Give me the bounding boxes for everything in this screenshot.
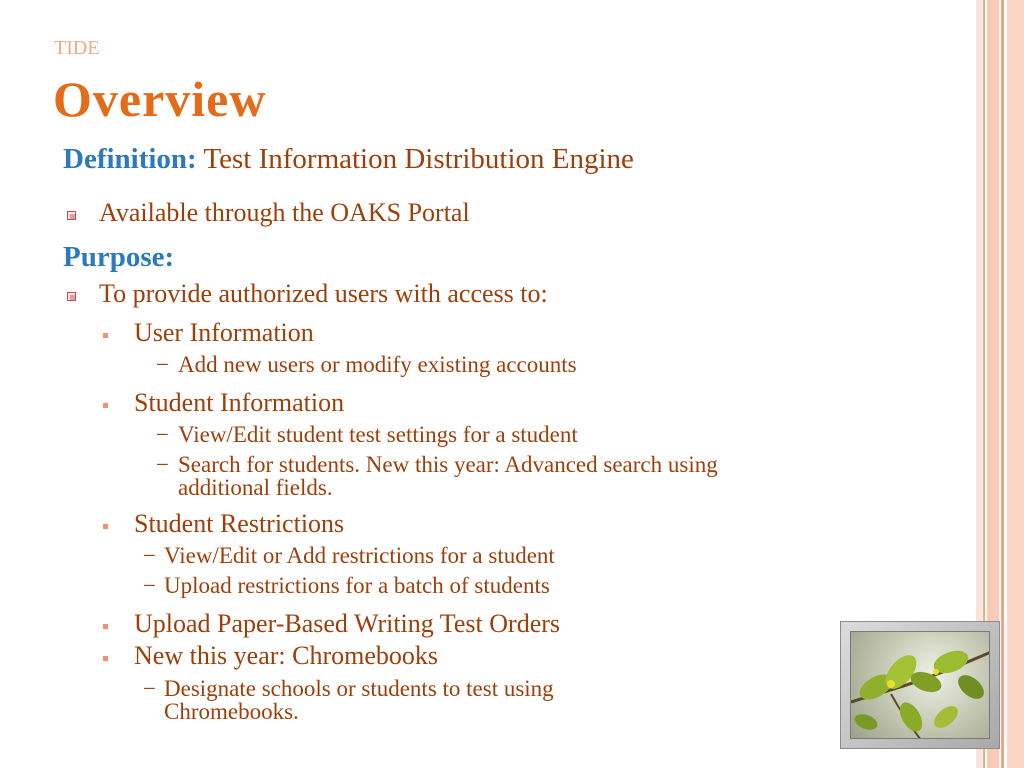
photo-frame	[840, 621, 1000, 749]
bullet-icon	[103, 333, 108, 338]
square-bullet-icon	[67, 292, 76, 301]
square-bullet-icon	[67, 211, 76, 220]
dash-icon: −	[143, 543, 156, 568]
section-item: Search for students. New this year: Advanced search using	[178, 452, 718, 477]
definition-line	[63, 143, 634, 176]
section-heading-student-restrictions: Student Restrictions	[134, 509, 345, 538]
section-item: Upload restrictions for a batch of students	[164, 573, 550, 598]
section-item-continuation: Chromebooks.	[164, 699, 299, 724]
purpose-bullet: To provide authorized users with access to:	[99, 279, 548, 308]
section-item: Add new users or modify existing accounts	[178, 352, 577, 377]
section-item: Designate schools or students to test using	[164, 676, 554, 701]
dash-icon: −	[156, 452, 169, 477]
dash-icon: −	[143, 676, 156, 701]
dash-icon: −	[156, 422, 169, 447]
section-item: View/Edit or Add restrictions for a student	[164, 543, 555, 568]
section-heading-upload-paper-based: Upload Paper-Based Writing Test Orders	[134, 609, 561, 638]
purpose-label: Purpose:	[63, 241, 175, 273]
section-heading-student-information: Student Information	[134, 388, 345, 417]
section-item-continuation: additional fields.	[178, 475, 333, 500]
dash-icon: −	[156, 352, 169, 377]
section-heading-chromebooks: New this year: Chromebooks	[134, 641, 439, 670]
slide-title: Overview	[53, 71, 267, 127]
oak-leaves-photo	[850, 631, 990, 739]
bullet-icon	[103, 624, 108, 629]
definition-text: Test Information Distribution Engine	[196, 143, 634, 175]
section-heading-user-information: User Information	[134, 318, 314, 347]
dash-icon: −	[143, 573, 156, 598]
bullet-icon	[103, 524, 108, 529]
bullet-icon	[103, 403, 108, 408]
section-item: View/Edit student test settings for a student	[178, 422, 578, 447]
oak-leaves-icon	[851, 632, 990, 739]
slide-subtitle: TIDE	[54, 37, 100, 59]
definition-label: Definition:	[63, 143, 197, 175]
bullet-icon	[103, 656, 108, 661]
definition-bullet: Available through the OAKS Portal	[99, 198, 470, 227]
